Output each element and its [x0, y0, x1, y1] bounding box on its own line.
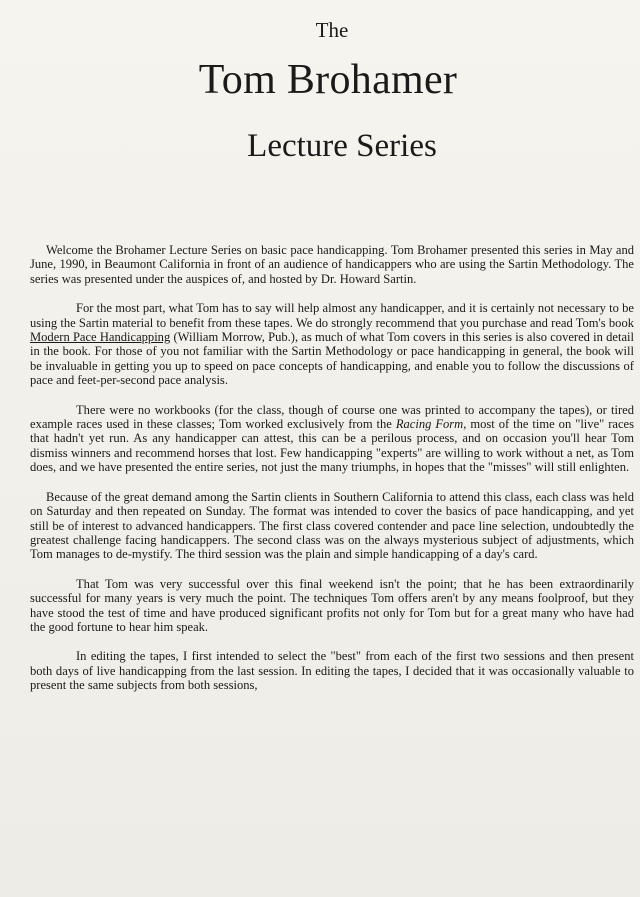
paragraph-welcome: Welcome the Brohamer Lecture Series on basic pace handicapping. Tom Brohamer presented this series in May and June, 1990, in Beaumont California in front of an audience of handicappers who are using the Sartin Methodology. The series was presented under the auspices of, and hosted by Dr. Howard Sartin.: [30, 243, 634, 286]
paragraph-success: That Tom was very successful over this final weekend isn't the point; that he has been extraordinarily successful for many years is very much the point. The techniques Tom offers aren't by any means foolproof, but they have stood the test of time and have produced significant profits not only for Tom but for a great many who have had the good fortune to hear him speak.: [30, 576, 634, 634]
title-the: The: [315, 18, 349, 42]
body-text: [30, 243, 634, 708]
paragraph-workbooks: [30, 403, 634, 475]
book-title: Modern Pace Handicapping: [30, 330, 171, 345]
title-series: Lecture Series: [247, 128, 437, 164]
paragraph-recommendation-part2: (William Morrow, Pub.), as much of what Tom covers in this series is also covered in detail in the book. For those of you not familiar with the Sartin Methodology or pace handicapping in general, the book will be invaluable in getting you up to speed on pace concepts of handicapping, and enable you to follow the discussions of pace and feet-per-second pace analysis.: [30, 330, 634, 388]
paragraph-workbooks-part2: , most of the time on "live" races that hadn't yet run. As any handicapper can attest, this can be a perilous process, and on occasion you'll hear Tom dismiss winners and recommend horses that lost. Few handicapping "experts" are willing to work without a net, as Tom does, and we have presented the entire series, not just the many triumphs, in hopes that the "misses" will still enlighten.: [30, 417, 634, 475]
paragraph-workbooks-part1: There were no workbooks (for the class, though of course one was printed to accompany the tapes), or tired example races used in these classes; Tom worked exclusively from the: [30, 402, 634, 432]
paragraph-recommendation-part1: For the most part, what Tom has to say will help almost any handicapper, and it is certainly not necessary to be using the Sartin material to benefit from these tapes. We do strongly recommend that you purchase and read Tom's book: [30, 301, 634, 330]
paragraph-demand: Because of the great demand among the Sartin clients in Southern California to attend this class, each class was held on Saturday and then repeated on Sunday. The format was intended to cover the basics of pace handicapping, and yet still be of interest to advanced handicappers. The first class covered contender and pace line selection, undoubtedly the greatest challenge facing handicappers. The second class was on the always mysterious subject of adjustments, which Tom manages to de-mystify. The third session was the plain and simple handicapping of a day's card.: [30, 489, 634, 562]
paragraph-editing: In editing the tapes, I first intended to select the "best" from each of the first two sessions and then present both days of live handicapping from the last session. In editing the tapes, I decided that it was occasionally valuable to present the same subjects from both sessions,: [30, 649, 634, 693]
paragraph-recommendation: [30, 301, 634, 387]
racing-form-title: Racing Form: [395, 417, 464, 432]
title-name: Tom Brohamer: [198, 57, 458, 103]
